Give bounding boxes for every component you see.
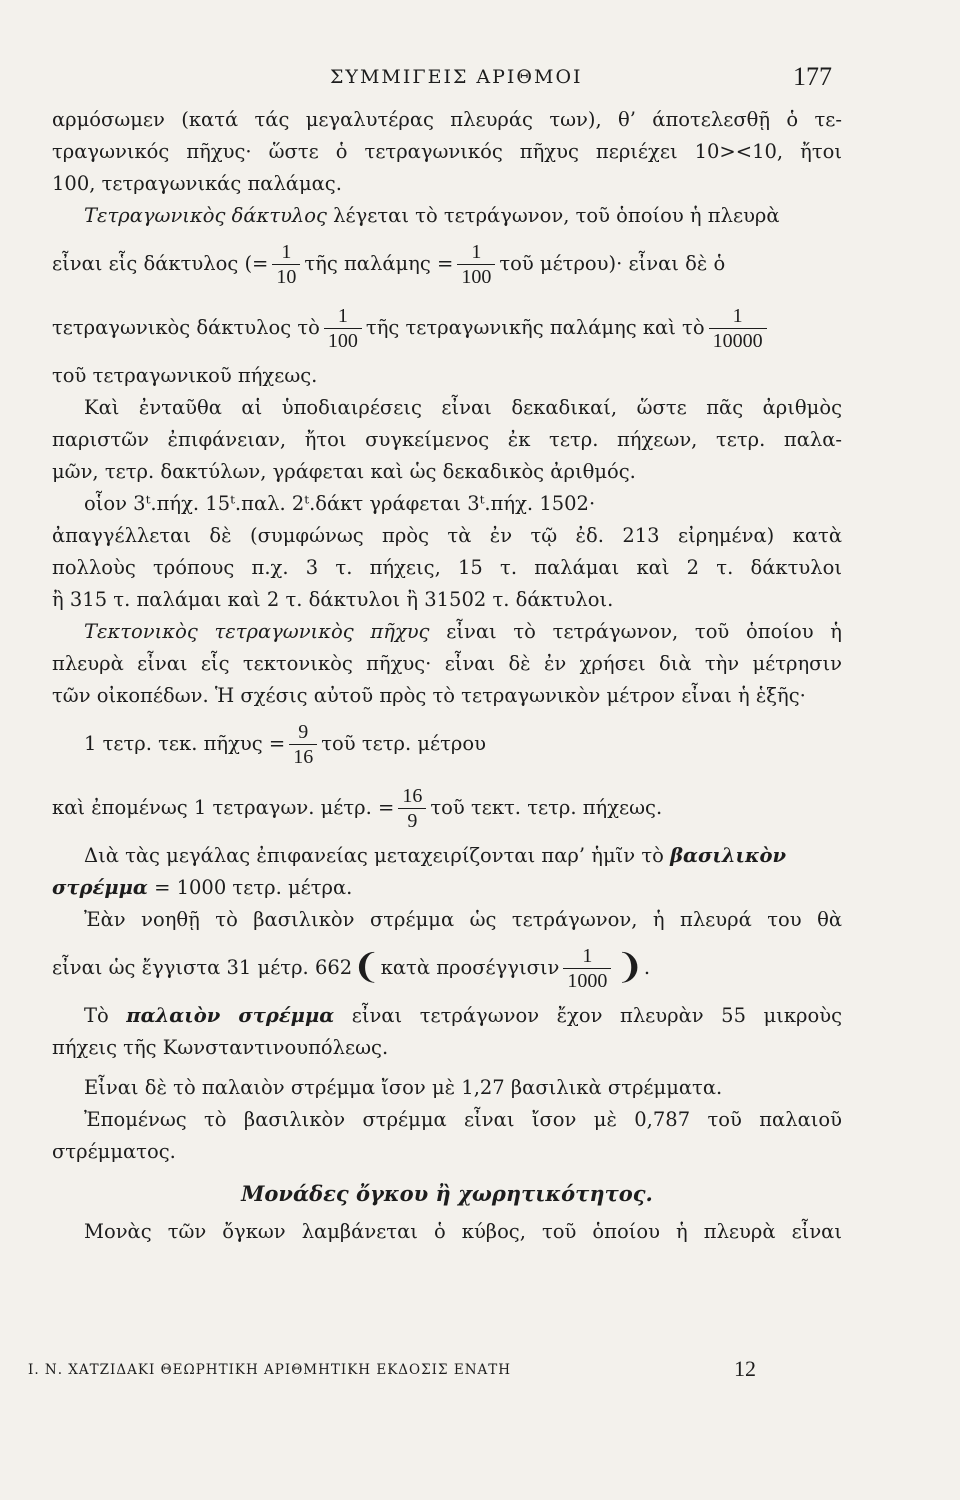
text-run: τοῦ τετρ. μέτρου (321, 732, 486, 755)
section-heading: Μονάδες ὄγκου ἢ χωρητικότητος. (241, 1181, 653, 1206)
fraction (324, 306, 362, 351)
imprint-line: Ι. Ν. ΧΑΤΖΙΔΑΚΙ ΘΕΩΡΗΤΙΚΗ ΑΡΙΘΜΗΤΙΚΗ ΕΚΔΟΣΙΣ ΕΝΑΤΗ (28, 1362, 512, 1378)
text-line: Εἶναι δὲ τὸ παλαιὸν στρέμμα ἴσον μὲ 1,27 βασιλικὰ στρέμματα. (84, 1076, 723, 1099)
text-line (52, 1000, 842, 1032)
text-run: τετραγωνικὸς δάκτυλος τὸ (52, 316, 320, 339)
paragraph-ratio (52, 1104, 842, 1168)
open-paren: ❨ (352, 949, 381, 986)
text-line: 100, τετραγωνικάς παλάμας. (52, 172, 342, 195)
text-line: παριστῶν ἐπιφάνειαν, ἤτοι συγκείμενος ἐκ τετρ. πήχεων, τετρ. παλα- (52, 428, 842, 451)
text-line: οἷον 3ᵗ.πήχ. 15ᵗ.παλ. 2ᵗ.δάκτ γράφεται 3ᵗ.πήχ. 1502· (84, 492, 596, 515)
page-number: 177 (793, 62, 832, 91)
paragraph-royal-side (52, 904, 842, 1000)
fraction-denominator: 10 (272, 264, 300, 287)
text-line: Ἐπομένως τὸ βασιλικὸν στρέμμα εἶναι ἴσον μὲ 0,787 τοῦ παλαιοῦ (84, 1108, 842, 1131)
paragraph-royal-stremma (52, 840, 842, 904)
term-old-stremma: παλαιὸν στρέμμα (126, 1004, 335, 1027)
fraction (457, 242, 495, 287)
term-square-finger: Τετραγωνικὸς δάκτυλος (84, 204, 327, 227)
fraction-denominator: 10000 (709, 328, 767, 351)
text-run: λέγεται τὸ τετράγωνον, τοῦ ὁποίου ἡ πλευρὰ (326, 204, 780, 227)
page-body (52, 104, 842, 1248)
text-run: τῆς τετραγωνικῆς παλάμης καὶ τὸ (365, 316, 705, 339)
text-line: Καὶ ἐνταῦθα αἱ ὑποδιαιρέσεις εἶναι δεκαδικαί, ὥστε πᾶς ἀριθμὸς (84, 396, 842, 419)
fraction (398, 786, 426, 831)
text-line: πλευρὰ εἶναι εἷς τεκτονικὸς πῆχυς· εἶναι δὲ ἐν χρήσει διὰ τὴν μέτρησιν (52, 652, 842, 675)
fraction-numerator: 16 (402, 784, 423, 807)
text-line: ἢ 315 τ. παλάμαι καὶ 2 τ. δάκτυλοι ἢ 31502 τ. δάκτυλοι. (52, 588, 614, 611)
page-header (0, 58, 960, 98)
text-run: κατὰ προσέγγισιν (380, 956, 560, 979)
text-line: τῶν οἰκοπέδων. Ἡ σχέσις αὐτοῦ πρὸς τὸ τετραγωνικὸν μέτρον εἶναι ἡ ἑξῆς· (52, 684, 806, 707)
text-line: πολλοὺς τρόπους π.χ. 3 τ. πήχεις, 15 τ. παλάμαι καὶ 2 τ. δάκτυλοι (52, 556, 842, 579)
term-stremma: στρέμμα (52, 876, 148, 899)
fraction-numerator: 1 (281, 240, 292, 263)
period: . (643, 956, 651, 979)
paragraph-equality (52, 1072, 842, 1104)
fraction-numerator: 1 (471, 240, 482, 263)
fraction (289, 722, 317, 767)
text-line: τοῦ τετραγωνικοῦ πήχεως. (52, 364, 318, 387)
paragraph-square-finger (52, 200, 842, 392)
signature-mark: 12 (734, 1356, 756, 1381)
text-line: στρέμματος. (52, 1140, 176, 1163)
fraction-line (52, 296, 842, 360)
fraction-denominator: 100 (457, 264, 495, 287)
fraction (709, 306, 767, 351)
text-run: Διὰ τὰς μεγάλας ἐπιφανείας μεταχειρίζονται παρ’ ἡμῖν τὸ (84, 844, 671, 867)
fraction-denominator: 1000 (563, 968, 611, 991)
fraction-line (52, 936, 842, 1000)
fraction-numerator: 1 (582, 944, 593, 967)
text-line (52, 200, 842, 232)
text-run: εἶναι τὸ τετράγωνον, τοῦ ὁποίου ἡ (429, 620, 842, 643)
fraction-line (52, 232, 842, 296)
text-line: πήχεις τῆς Κωνσταντινουπόλεως. (52, 1036, 389, 1059)
fraction-denominator: 100 (324, 328, 362, 351)
text-run: εἶναι ὡς ἔγγιστα 31 μέτρ. 662 (52, 956, 353, 979)
fraction-numerator: 1 (337, 304, 348, 327)
term-royal: βασιλικὸν (670, 844, 787, 867)
paragraph-builder-cubit (52, 616, 842, 840)
paragraph-volume (52, 1216, 842, 1248)
text-run: καὶ ἐπομένως 1 τετραγων. μέτρ. = (52, 796, 395, 819)
text-line: Μονὰς τῶν ὄγκων λαμβάνεται ὁ κύβος, τοῦ ὁποίου ἡ πλευρὰ εἶναι (84, 1220, 842, 1243)
equation-line (52, 712, 842, 776)
paragraph-1 (52, 104, 842, 200)
text-line: τραγωνικός πῆχυς· ὥστε ὁ τετραγωνικός πῆχυς περιέχει 10><10, ἤτοι (52, 140, 842, 163)
text-run: = 1000 τετρ. μέτρα. (147, 876, 353, 899)
text-line: Ἐὰν νοηθῇ τὸ βασιλικὸν στρέμμα ὡς τετράγωνον, ἡ πλευρά του θὰ (84, 908, 842, 931)
text-run: Τὸ (84, 1004, 127, 1027)
text-run: εἶναι τετράγωνον ἔχον πλευρὰν 55 μικροὺς (334, 1004, 842, 1027)
fraction-numerator: 1 (732, 304, 743, 327)
text-run: 1 τετρ. τεκ. πῆχυς = (84, 732, 286, 755)
text-line: μῶν, τετρ. δακτύλων, γράφεται καὶ ὡς δεκαδικὸς ἀριθμός. (52, 460, 636, 483)
fraction (563, 946, 611, 991)
fraction-denominator: 16 (289, 744, 317, 767)
text-line: ἀπαγγέλλεται δὲ (συμφώνως πρὸς τὰ ἐν τῷ ἐδ. 213 εἰρημένα) κατὰ (52, 524, 842, 547)
term-builder-cubit: Τεκτονικὸς τετραγωνικὸς πῆχυς (84, 620, 430, 643)
text-line (52, 616, 842, 648)
text-line (52, 872, 842, 904)
fraction-denominator: 9 (398, 808, 426, 831)
text-run: τῆς παλάμης = (304, 252, 454, 275)
paragraph-decimal (52, 392, 842, 616)
text-line: αρμόσωμεν (κατά τάς μεγαλυτέρας πλευράς των), θ’ άποτελεσθῇ ὁ τε- (52, 108, 842, 131)
paragraph-old-stremma (52, 1000, 842, 1064)
text-run: εἶναι εἷς δάκτυλος (= (52, 252, 269, 275)
page-footer (28, 1356, 808, 1386)
equation-line (52, 776, 842, 840)
close-paren: ❩ (615, 949, 644, 986)
fraction-numerator: 9 (298, 720, 309, 743)
fraction (272, 242, 300, 287)
text-line (52, 840, 842, 872)
text-run: τοῦ μέτρου)· εἶναι δὲ ὁ (499, 252, 726, 275)
running-title: ΣΥΜΜΙΓΕΙΣ ΑΡΙΘΜΟΙ (330, 66, 583, 88)
text-run: τοῦ τεκτ. τετρ. πήχεως. (430, 796, 663, 819)
